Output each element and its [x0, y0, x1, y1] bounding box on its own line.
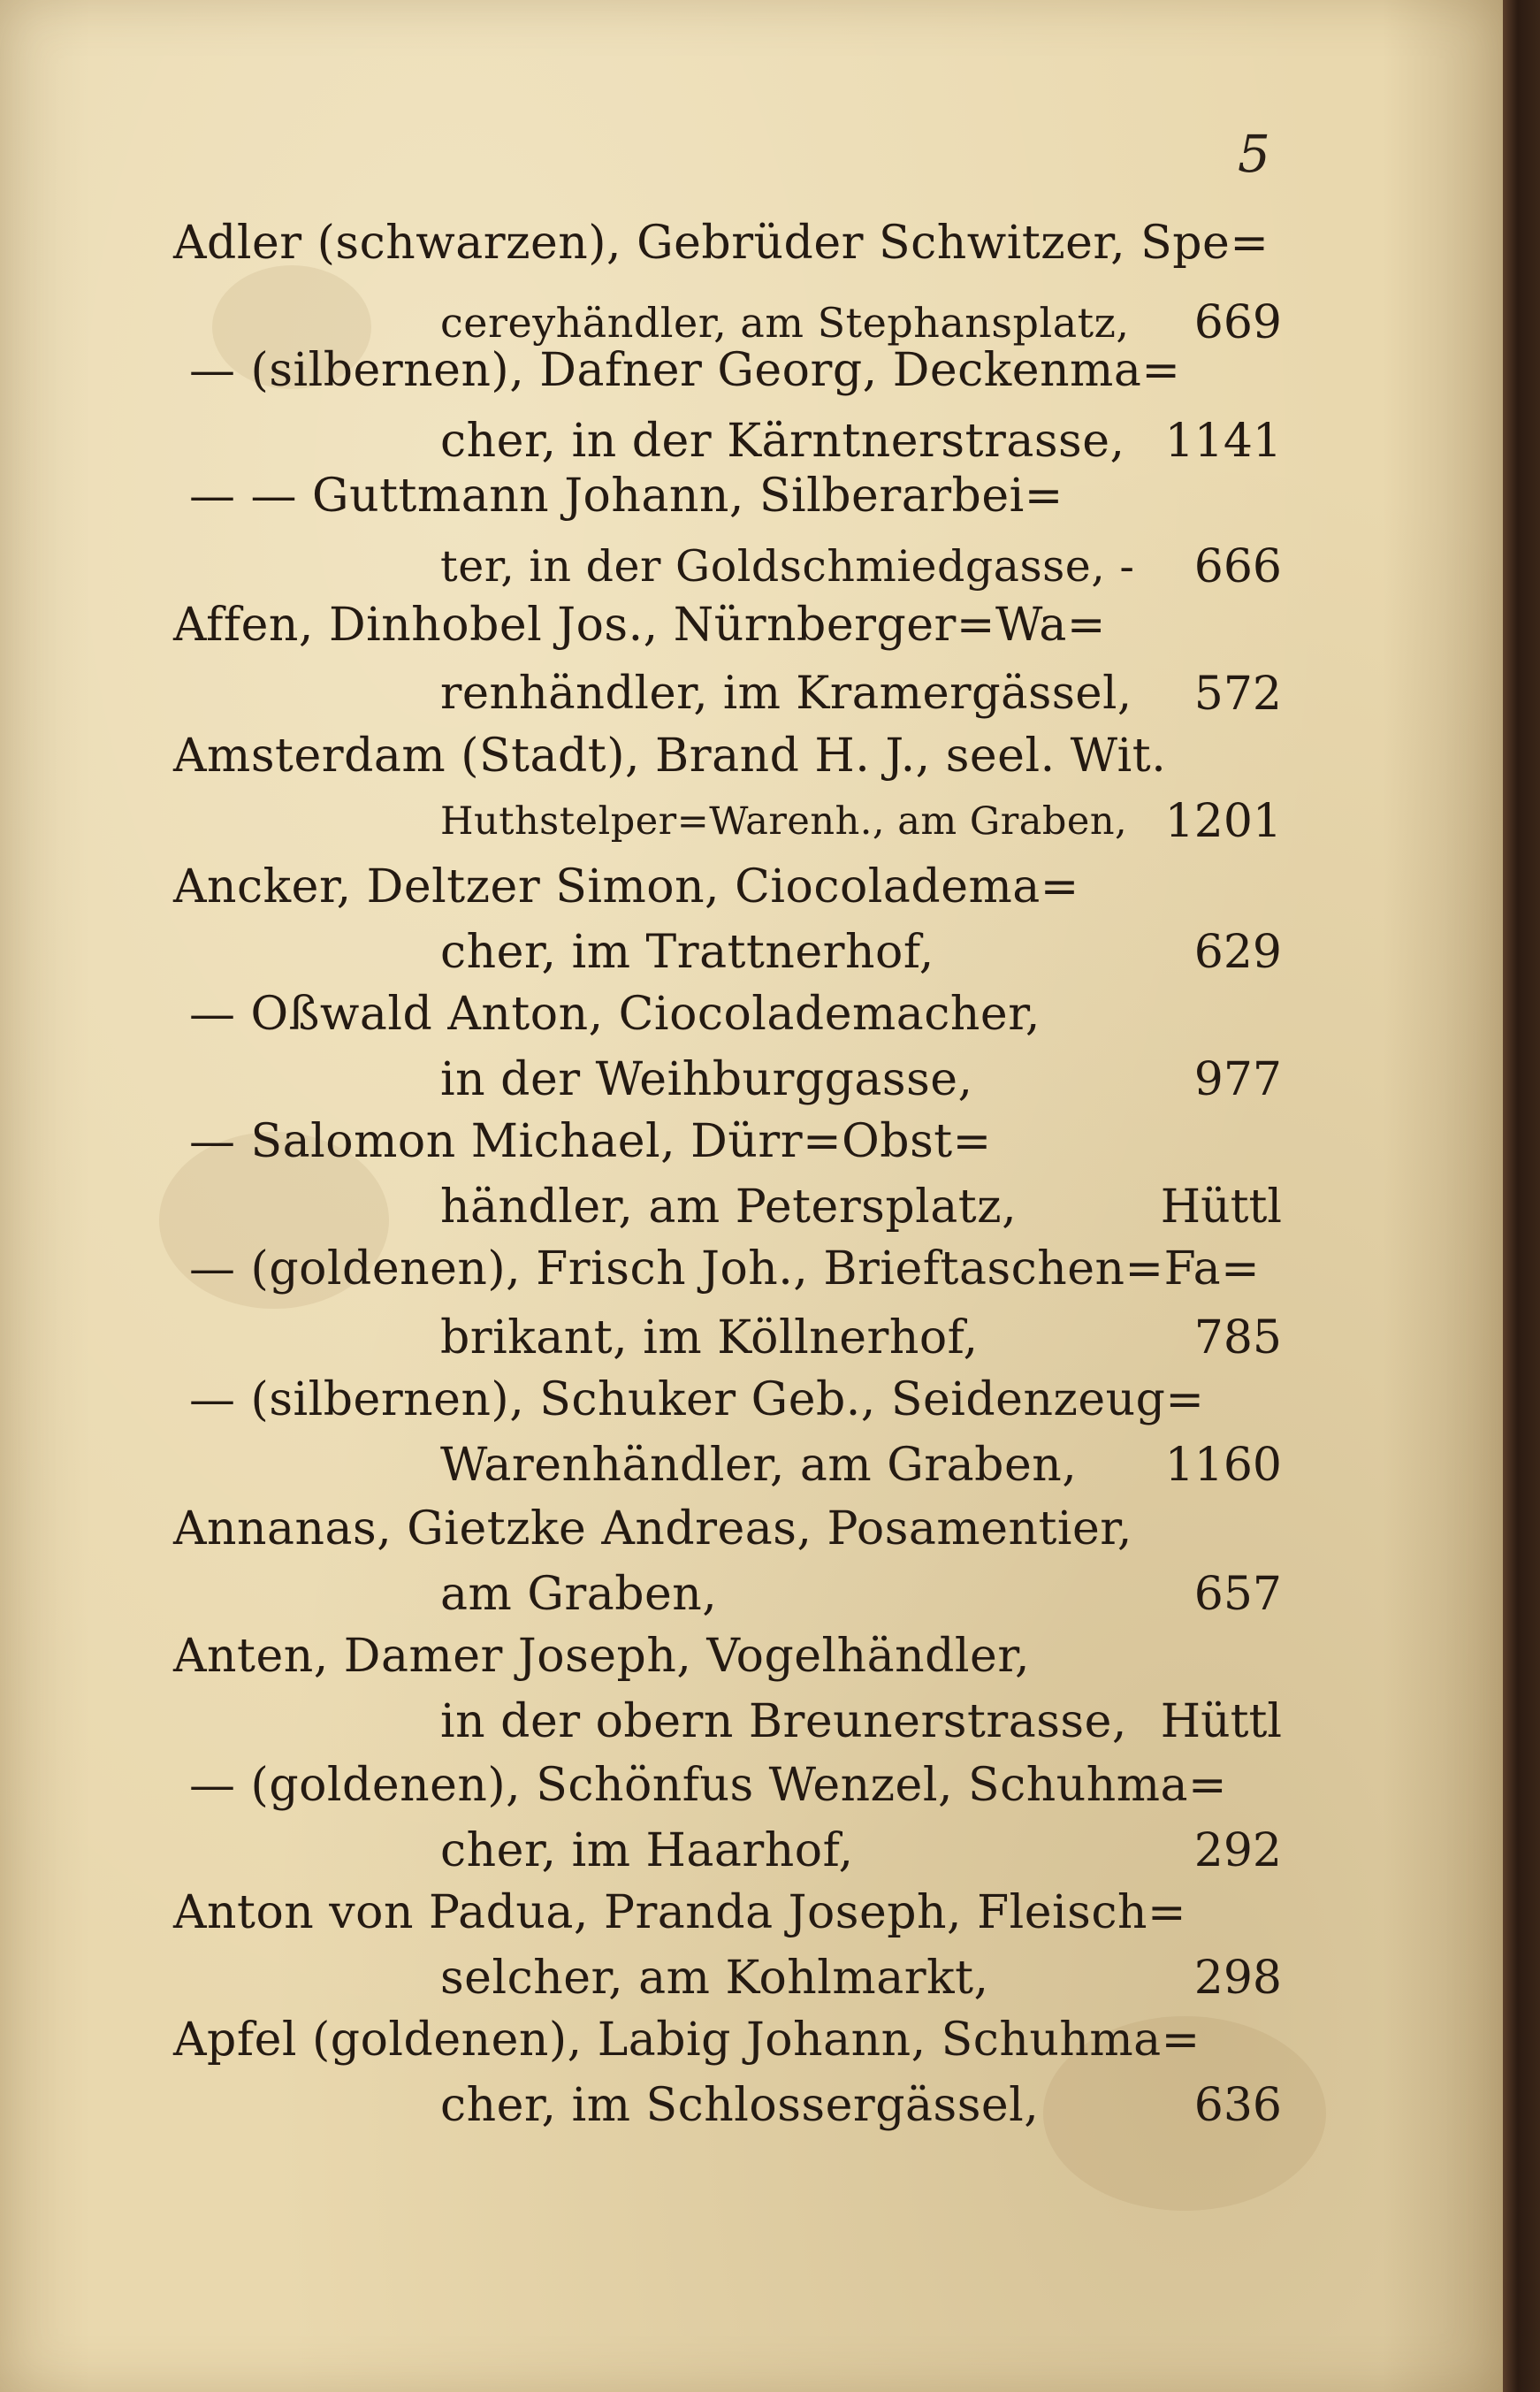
entry-line-continued: cereyhändler, am Stephansplatz, — [440, 299, 1130, 347]
entry-line: — Salomon Michael, Dürr=Obst= — [189, 1115, 992, 1168]
entry-number: 666 — [1193, 540, 1282, 593]
entry-line: Amsterdam (Stadt), Brand H. J., seel. Wit. — [173, 730, 1167, 783]
page-number: 5 — [1238, 124, 1270, 184]
entry-line: — (goldenen), Schönfus Wenzel, Schuhma= — [189, 1759, 1228, 1812]
entry-line-continued: brikant, im Köllnerhof, — [440, 1311, 979, 1364]
entry-line: — — Guttmann Johann, Silberarbei= — [189, 470, 1064, 523]
entry-line-continued: ter, in der Goldschmiedgasse, - — [440, 541, 1135, 592]
entry-number: 1201 — [1164, 795, 1282, 848]
entry-number: 1141 — [1164, 415, 1282, 468]
entry-line: — Oßwald Anton, Ciocolademacher, — [189, 988, 1041, 1041]
entry-line: — (silbernen), Dafner Georg, Deckenma= — [189, 344, 1181, 397]
entry-line-continued: Huthstelper=Warenh., am Graben, — [440, 799, 1128, 844]
entry-number: 1160 — [1164, 1439, 1282, 1492]
entry-line: Annanas, Gietzke Andreas, Posamentier, — [173, 1502, 1132, 1555]
entry-line: — (silbernen), Schuker Geb., Seidenzeug= — [189, 1373, 1205, 1426]
entry-number: Hüttl — [1160, 1181, 1282, 1234]
entry-line: Anton von Padua, Pranda Joseph, Fleisch= — [173, 1886, 1187, 1939]
entry-line-continued: cher, im Haarhof, — [440, 1824, 854, 1877]
entry-line: Apfel (goldenen), Labig Johann, Schuhma= — [173, 2014, 1201, 2067]
entry-line: — (goldenen), Frisch Joh., Brieftaschen=Fa= — [189, 1242, 1261, 1295]
entry-line-continued: cher, im Schlossergässel, — [440, 2079, 1040, 2132]
entry-number: Hüttl — [1160, 1695, 1282, 1748]
entry-number: 292 — [1193, 1824, 1282, 1877]
entry-line-continued: Warenhändler, am Graben, — [440, 1439, 1078, 1492]
entry-number: 785 — [1193, 1311, 1282, 1364]
entry-line-continued: in der Weihburggasse, — [440, 1053, 973, 1106]
entry-number: 977 — [1193, 1053, 1282, 1106]
entry-line-continued: cher, in der Kärntnerstrasse, — [440, 415, 1125, 468]
entry-number: 657 — [1193, 1568, 1282, 1621]
entry-line: Ancker, Deltzer Simon, Ciocoladema= — [173, 860, 1079, 913]
entry-line-continued: in der obern Breunerstrasse, — [440, 1695, 1127, 1748]
entry-number: 669 — [1193, 296, 1282, 349]
entry-line: Affen, Dinhobel Jos., Nürnberger=Wa= — [173, 599, 1106, 652]
entry-line-continued: selcher, am Kohlmarkt, — [440, 1952, 989, 2005]
entry-line-continued: renhändler, im Kramergässel, — [440, 668, 1132, 720]
entry-number: 298 — [1193, 1952, 1282, 2005]
entry-number: 572 — [1193, 668, 1282, 721]
book-edge — [1503, 0, 1540, 2392]
entry-line: Adler (schwarzen), Gebrüder Schwitzer, Spe= — [173, 217, 1269, 270]
entry-number: 636 — [1193, 2079, 1282, 2132]
entry-line: Anten, Damer Joseph, Vogelhändler, — [173, 1630, 1030, 1683]
entry-line-continued: cher, im Trattnerhof, — [440, 926, 934, 979]
entry-number: 629 — [1193, 926, 1282, 979]
entry-line-continued: händler, am Petersplatz, — [440, 1181, 1018, 1234]
entry-line-continued: am Graben, — [440, 1568, 718, 1621]
